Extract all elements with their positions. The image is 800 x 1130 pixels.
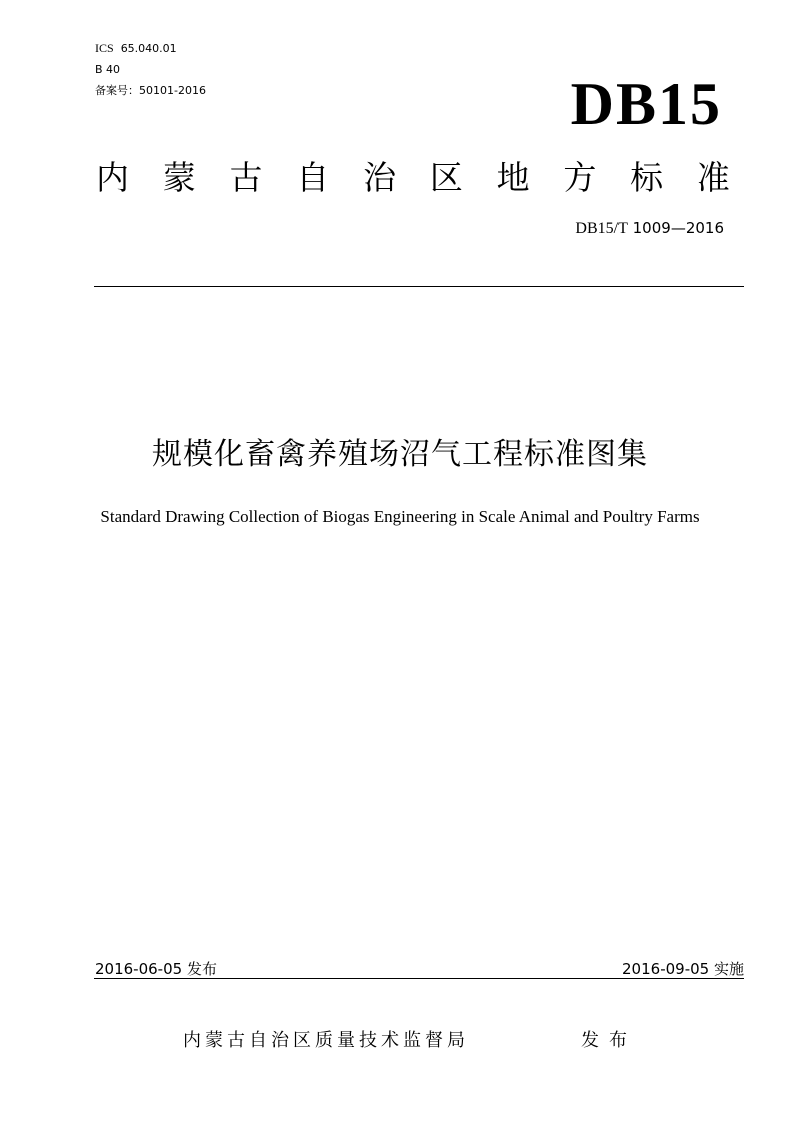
record-number: 50101-2016: [139, 84, 206, 97]
clc-code: B 40: [95, 63, 121, 76]
bottom-divider: [94, 978, 744, 979]
doc-type-char: 治: [363, 158, 397, 197]
ics-code-line: [95, 41, 177, 56]
publish-date-label: 发布: [186, 960, 217, 978]
record-label: 备案号：: [95, 84, 139, 97]
doc-type-char: 蒙: [162, 158, 196, 197]
title-english: Standard Drawing Collection of Biogas Engineering in Scale Animal and Poultry Farms: [100, 507, 700, 526]
standard-number: [575, 218, 724, 239]
effective-date-value: 2016-09-05: [622, 960, 710, 978]
standard-number-prefix: DB15/T: [575, 220, 628, 237]
standard-number-value: 1009—2016: [627, 219, 724, 237]
publish-date: [95, 959, 217, 979]
doc-type-char: 标: [630, 158, 664, 197]
record-number-line: [95, 84, 206, 98]
publish-date-value: 2016-06-05: [95, 960, 183, 978]
doc-type-char: 地: [496, 158, 530, 197]
doc-type-char: 区: [429, 158, 463, 197]
effective-date: [622, 959, 744, 979]
effective-date-label: 实施: [713, 960, 744, 978]
document-type-heading: [96, 156, 730, 200]
doc-type-char: 自: [296, 158, 330, 197]
issue-label: 发布: [581, 1030, 637, 1051]
doc-type-char: 内: [96, 158, 129, 197]
standard-code-logo: DB15: [570, 71, 722, 137]
doc-type-char: 古: [229, 158, 263, 197]
title-chinese: 规模化畜禽养殖场沼气工程标准图集: [152, 437, 648, 472]
doc-type-char: 方: [563, 158, 597, 197]
issuing-authority: 内蒙古自治区质量技术监督局: [183, 1030, 469, 1051]
ics-label: ICS: [95, 41, 114, 55]
top-divider: [94, 286, 744, 287]
ics-code: 65.040.01: [120, 42, 177, 55]
doc-type-char: 准: [696, 158, 730, 197]
